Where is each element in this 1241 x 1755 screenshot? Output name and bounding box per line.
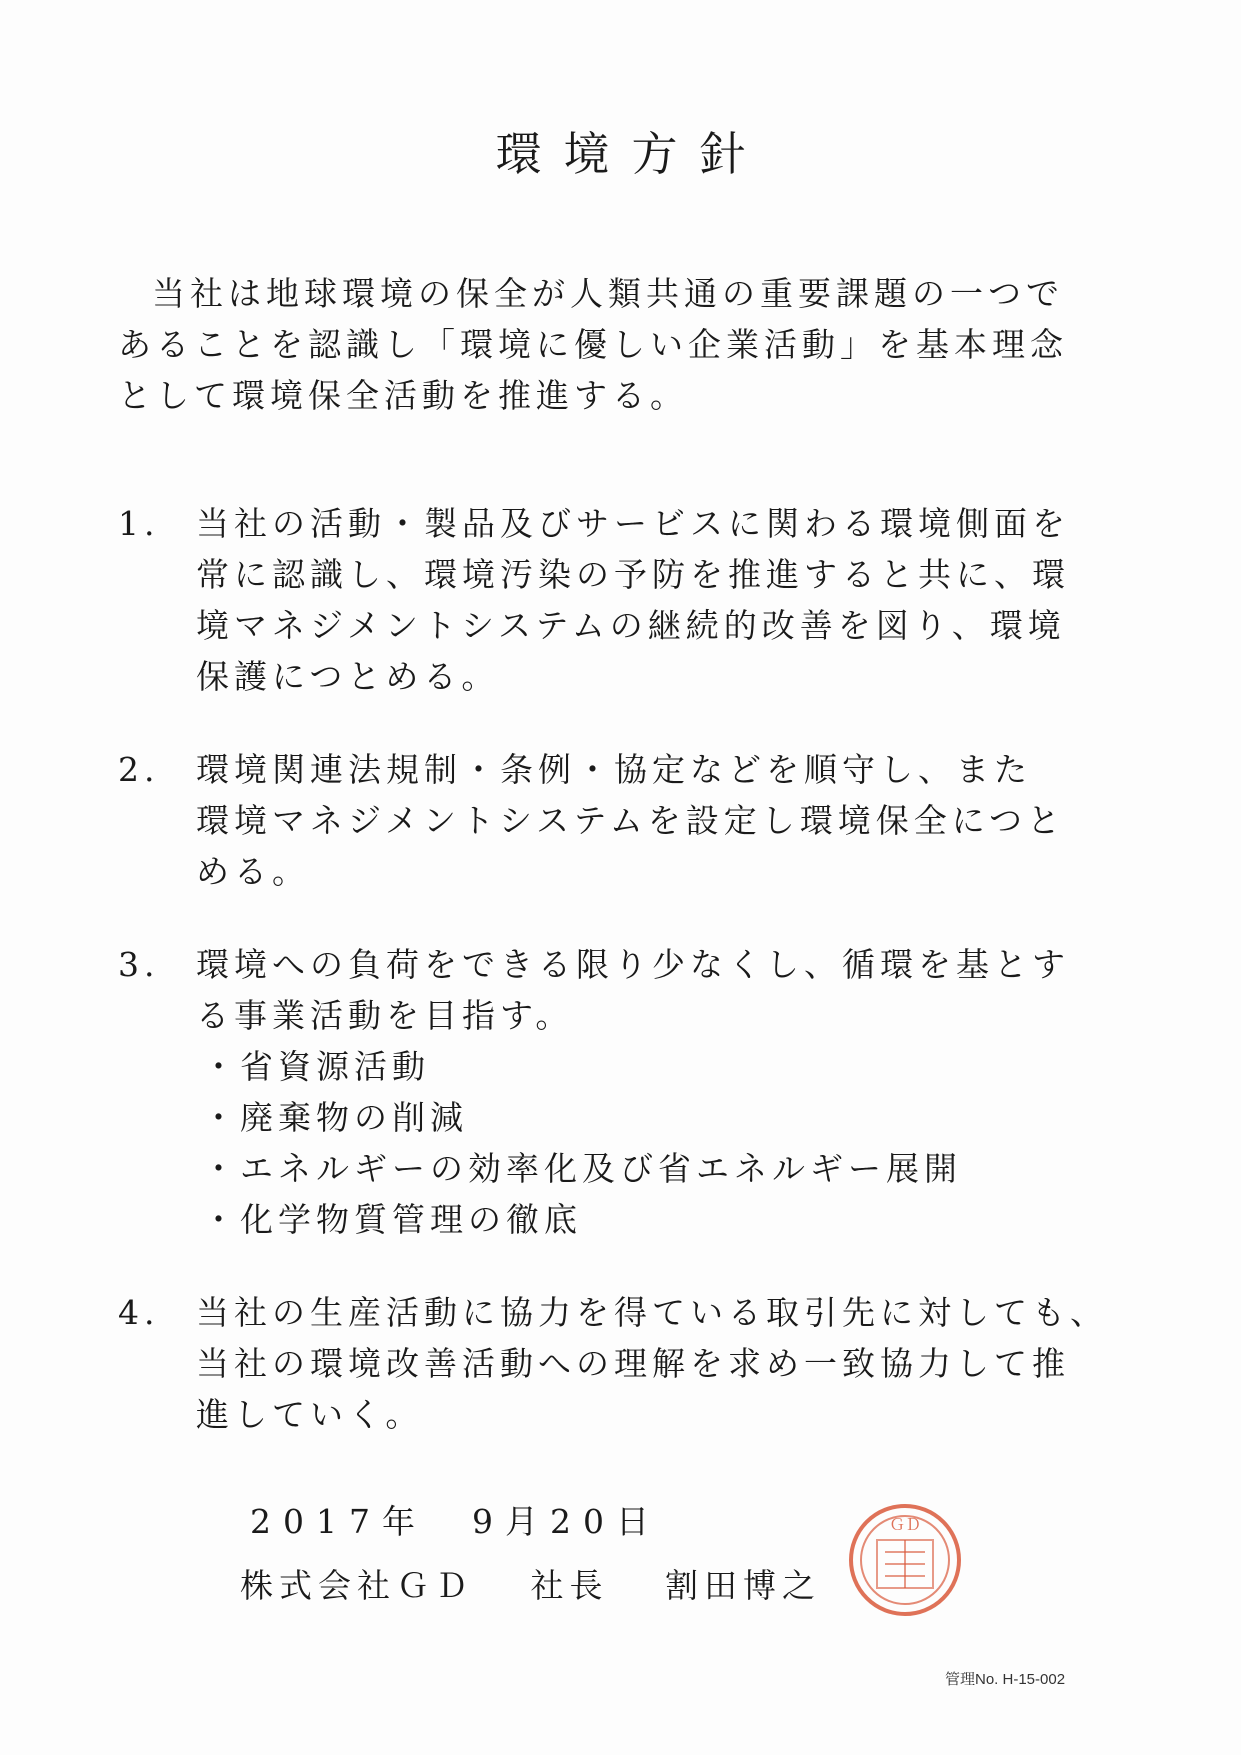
item-number: 3.: [118, 945, 160, 984]
item-line: 当社の環境改善活動への理解を求め一致協力して推: [196, 1344, 1070, 1383]
bullet-item: ・ 化学物質管理の徹底: [196, 1194, 1118, 1245]
item-line: 環境関連法規制・条例・協定などを順守し、また: [196, 750, 1032, 789]
item-number: 2.: [118, 750, 160, 789]
item-line: 環境マネジメントシステムを設定し環境保全につと: [196, 801, 1066, 840]
bullet-item: ・ 廃棄物の削減: [196, 1092, 1118, 1143]
policy-item-1: [118, 498, 1118, 702]
signer-name: 割田博之: [665, 1566, 821, 1605]
bullet-list: [196, 1041, 1118, 1245]
item-line: める。: [196, 852, 310, 891]
item-body: [196, 498, 1118, 702]
document-date: 2017年 9月20日: [250, 1502, 661, 1541]
intro-line: として環境保全活動を推進する。: [118, 376, 688, 415]
item-body: [196, 744, 1118, 897]
intro-paragraph: [118, 268, 1118, 421]
intro-line: 当社は地球環境の保全が人類共通の重要課題の一つで: [152, 274, 1064, 313]
company-seal-icon: [845, 1500, 965, 1620]
item-number: 1.: [118, 504, 160, 543]
policy-items: [118, 498, 1118, 1482]
item-line: 境マネジメントシステムの継続的改善を図り、環境: [196, 606, 1066, 645]
item-line: 当社の活動・製品及びサービスに関わる環境側面を: [196, 504, 1070, 543]
item-line: 保護につとめる。: [196, 657, 500, 696]
bullet-item: ・ 省資源活動: [196, 1041, 1118, 1092]
item-body: [196, 1287, 1118, 1440]
item-line: 当社の生産活動に協力を得ている取引先に対しても、: [196, 1293, 1108, 1332]
company-name: 株式会社ＧＤ: [240, 1566, 474, 1605]
item-line: る事業活動を目指す。: [196, 996, 574, 1035]
bullet-item: ・ エネルギーの効率化及び省エネルギー展開: [196, 1143, 1118, 1194]
item-number: 4.: [118, 1293, 160, 1332]
control-number: 管理No. H-15-002: [945, 1671, 1066, 1688]
policy-item-3: [118, 939, 1118, 1245]
policy-item-4: [118, 1287, 1118, 1440]
signer-position: 社長: [530, 1566, 609, 1605]
item-body: [196, 939, 1118, 1245]
intro-line: あることを認識し「環境に優しい企業活動」を基本理念: [118, 325, 1068, 364]
seal-text: ＧＤ: [888, 1517, 922, 1534]
signature-line: [240, 1560, 861, 1607]
item-line: 常に認識し、環境汚染の予防を推進すると共に、環: [196, 555, 1070, 594]
item-line: 進していく。: [196, 1395, 424, 1434]
policy-item-2: [118, 744, 1118, 897]
document-title: 環境方針: [495, 127, 768, 181]
item-line: 環境への負荷をできる限り少なくし、循環を基とす: [196, 945, 1070, 984]
